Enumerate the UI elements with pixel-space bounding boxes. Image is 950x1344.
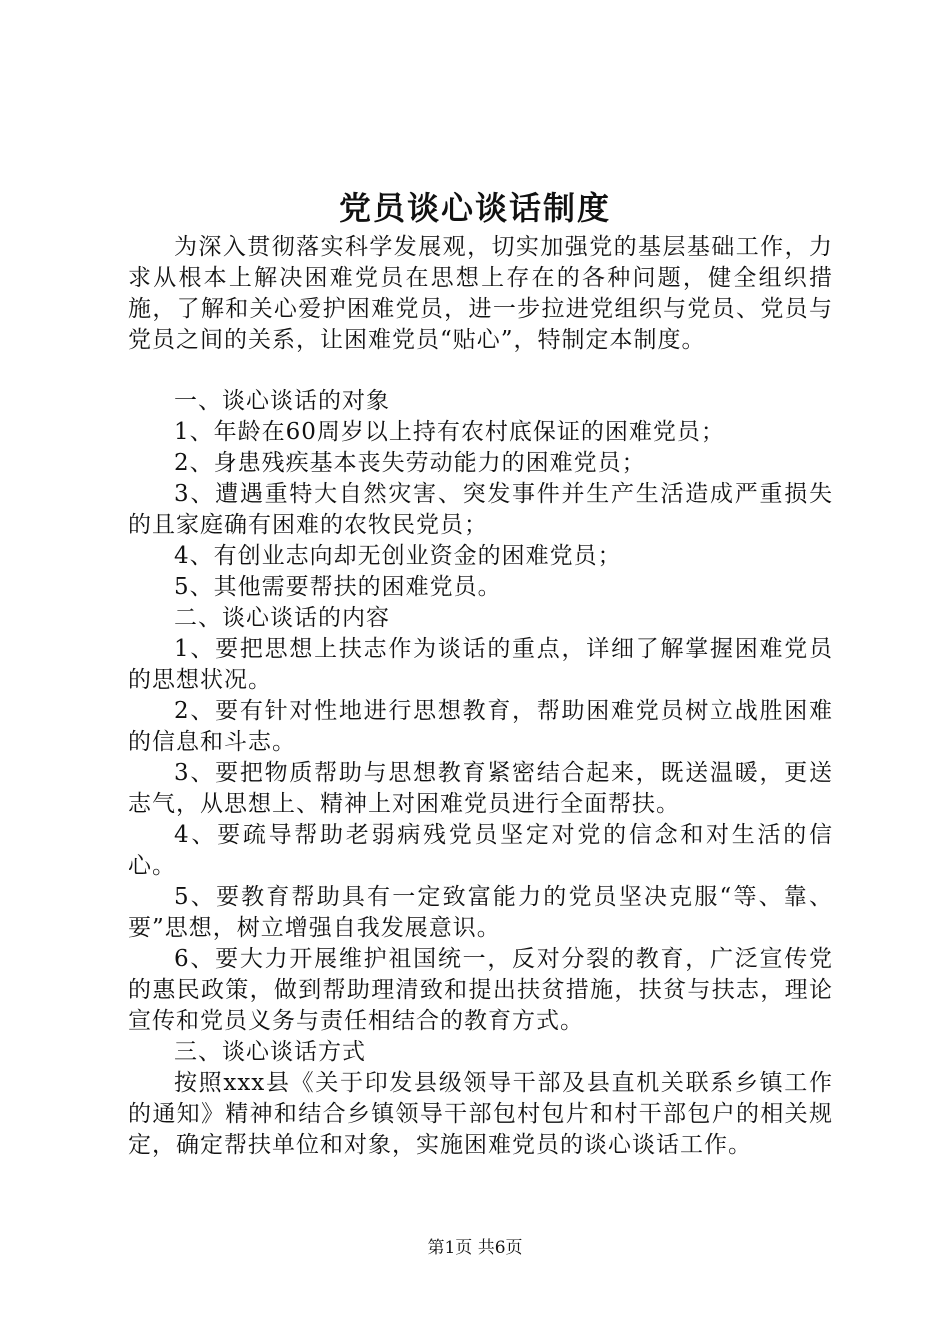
list-item: 3、遭遇重特大自然灾害、突发事件并生产生活造成严重损失的且家庭确有困难的农牧民党员； — [128, 481, 833, 538]
list-item: 5、其他需要帮扶的困难党员。 — [174, 574, 502, 600]
list-item: 6、要大力开展维护祖国统一，反对分裂的教育，广泛宣传党的惠民政策，做到帮助理清致和提出扶贫措施，扶贫与扶志，理论宣传和党员义务与责任相结合的教育方式。 — [128, 946, 833, 1034]
list-item: 按照xxx县《关于印发县级领导干部及县直机关联系乡镇工作的通知》精神和结合乡镇领导干部包村包片和村干部包户的相关规定，确定帮扶单位和对象，实施困难党员的谈心谈话工作。 — [128, 1070, 833, 1158]
document-body — [128, 232, 833, 1161]
intro-paragraph: 为深入贯彻落实科学发展观，切实加强党的基层基础工作，力求从根本上解决困难党员在思想上存在的各种问题，健全组织措施，了解和关心爱护困难党员，进一步拉进党组织与党员、党员与党员之间的关系，让困难党员“贴心”，特制定本制度。 — [128, 234, 833, 353]
list-item: 2、身患残疾基本丧失劳动能力的困难党员； — [174, 450, 646, 476]
paragraph-gap — [128, 356, 833, 386]
list-item: 2、要有针对性地进行思想教育，帮助困难党员树立战胜困难的信息和斗志。 — [128, 698, 833, 755]
list-item: 1、年龄在60周岁以上持有农村底保证的困难党员； — [174, 419, 725, 445]
section-heading: 三、谈心谈话方式 — [174, 1039, 366, 1065]
list-item: 3、要把物质帮助与思想教育紧密结合起来，既送温暖，更送志气，从思想上、精神上对困难党员进行全面帮扶。 — [128, 760, 833, 817]
list-item: 4、要疏导帮助老弱病残党员坚定对党的信念和对生活的信心。 — [128, 822, 833, 879]
list-item: 5、要教育帮助具有一定致富能力的党员坚决克服“等、靠、要”思想，树立增强自我发展意识。 — [128, 884, 833, 941]
page-footer: 第1页 共6页 — [427, 1238, 523, 1258]
list-item: 1、要把思想上扶志作为谈话的重点，详细了解掌握困难党员的思想状况。 — [128, 636, 833, 693]
section-heading: 二、谈心谈话的内容 — [174, 605, 390, 631]
section-heading: 一、谈心谈话的对象 — [174, 388, 390, 414]
list-item: 4、有创业志向却无创业资金的困难党员； — [174, 543, 622, 569]
document-title: 党员谈心谈话制度 — [338, 189, 611, 227]
